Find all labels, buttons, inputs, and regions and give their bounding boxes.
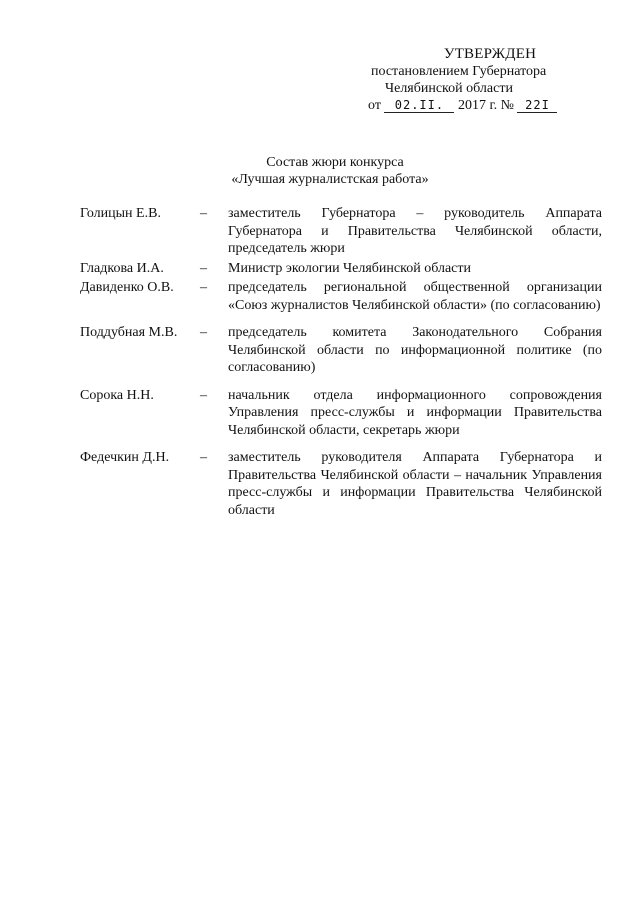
member-dash: –: [200, 280, 207, 295]
member-dash: –: [200, 450, 207, 465]
member-description: Министр экологии Челябинской области: [228, 260, 471, 276]
jury-member: [80, 279, 602, 314]
member-name: Давиденко О.В.: [80, 280, 174, 295]
member-description: заместитель руководителя Аппарата Губернатора и Правительства Челябинской области – начальник Управления пресс-службы и информации Правительства Челябинской области: [228, 450, 602, 518]
member-name: Голицын Е.В.: [80, 206, 161, 221]
member-name: Федечкин Д.Н.: [80, 450, 170, 465]
member-name: Гладкова И.А.: [80, 260, 164, 276]
approval-handwritten-date: 02.II.: [384, 98, 454, 113]
jury-member: [80, 324, 602, 377]
member-name: Поддубная М.В.: [80, 325, 178, 340]
jury-members-list: [80, 205, 602, 519]
member-dash: –: [200, 325, 207, 340]
member-dash: –: [200, 260, 207, 276]
approval-title: УТВЕРЖДЕН: [443, 46, 537, 62]
jury-member: [80, 449, 602, 519]
approval-line-region: Челябинской области: [385, 81, 513, 96]
approval-year-label: 2017 г. №: [457, 98, 514, 113]
member-description: председатель комитета Законодательного Собрания Челябинской области по информационной политике (по согласованию): [228, 325, 602, 375]
approval-stamp-block: [360, 46, 600, 114]
jury-member: [80, 205, 602, 258]
heading-line-1: Состав жюри конкурса: [266, 155, 404, 170]
heading-line-2: «Лучшая журналистская работа»: [231, 172, 429, 187]
approval-date-prefix: от: [368, 98, 381, 113]
member-description: начальник отдела информационного сопровождения Управления пресс-службы и информации Правительства Челябинской области, секретарь жюри: [228, 387, 602, 438]
jury-member: [80, 260, 602, 278]
jury-member: [80, 387, 602, 440]
member-description: председатель региональной общественной организации «Союз журналистов Челябинской области» (по согласованию): [228, 280, 602, 313]
member-dash: –: [200, 387, 207, 403]
member-dash: –: [200, 206, 207, 221]
approval-line-date: [360, 97, 600, 114]
approval-line-decree: постановлением Губернатора: [371, 64, 547, 79]
member-description: заместитель Губернатора – руководитель Аппарата Губернатора и Правительства Челябинской области, председатель жюри: [228, 206, 602, 256]
member-name: Сорока Н.Н.: [80, 387, 154, 403]
approval-handwritten-number: 22I: [517, 98, 557, 113]
document-heading: [0, 154, 640, 188]
